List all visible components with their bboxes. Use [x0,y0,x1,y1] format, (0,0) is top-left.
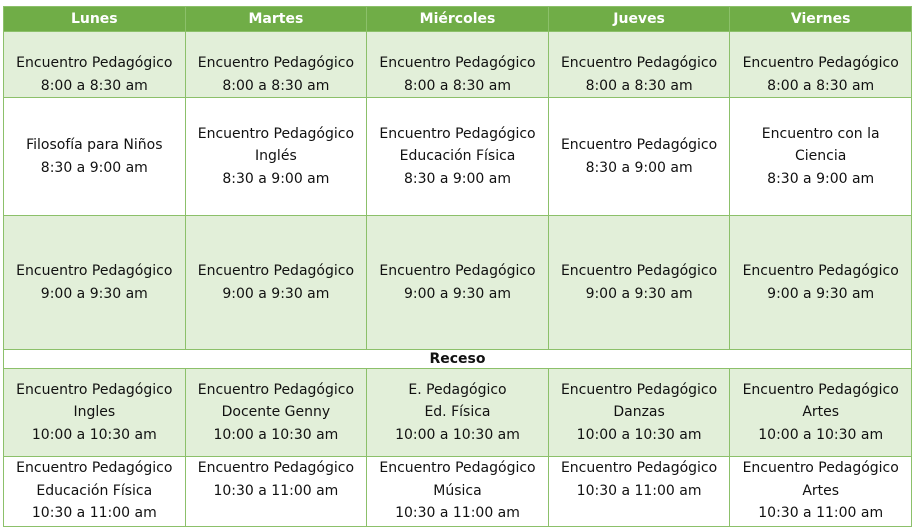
cell-line: Encuentro Pedagógico [379,55,536,71]
time-slot-row [4,98,912,216]
cell-line: Encuentro Pedagógico [560,460,718,476]
schedule-cell [367,216,549,350]
cell-line: 8:30 a 9:00 am [222,170,330,187]
schedule-cell [548,98,730,216]
weekly-schedule-table [3,6,912,527]
cell-line: 9:00 a 9:30 am [222,285,330,302]
cell-line: E. Pedagógico [408,381,507,398]
cell-line: Encuentro Pedagógico [197,55,355,71]
schedule-cell [730,457,912,527]
schedule-cell [4,216,186,350]
cell-line: 10:00 a 10:30 am [31,426,157,443]
time-slot-row [4,457,912,527]
cell-line: 8:30 a 9:00 am [403,170,511,187]
cell-line: Encuentro Pedagógico [197,125,355,142]
schedule-cell [4,369,186,457]
cell-line: Encuentro Pedagógico [560,55,718,71]
recess-row [4,350,912,369]
schedule-cell [730,98,912,216]
cell-line: 8:30 a 9:00 am [585,159,693,176]
schedule-cell [367,457,549,527]
schedule-cell [367,369,549,457]
cell-line: Encuentro Pedagógico [16,263,173,279]
schedule-cell [730,216,912,350]
cell-line: Encuentro con la [761,125,880,142]
schedule-cell [4,98,186,216]
schedule-cell [730,32,912,98]
cell-line: 8:30 a 9:00 am [40,159,148,176]
schedule-cell [548,32,730,98]
cell-line: 8:00 a 8:30 am [40,77,148,94]
schedule-cell [185,369,367,457]
schedule-cell [367,98,549,216]
schedule-cell [548,216,730,350]
cell-line: 8:00 a 8:30 am [403,77,511,94]
cell-line: Encuentro Pedagógico [197,263,355,279]
cell-line: 10:00 a 10:30 am [576,426,702,443]
cell-line: 9:00 a 9:30 am [767,285,875,302]
cell-line: 9:00 a 9:30 am [40,285,148,302]
cell-line: Encuentro Pedagógico [560,381,718,398]
schedule-cell [185,32,367,98]
time-slot-row [4,369,912,457]
day-header-jueves: Jueves [548,7,730,32]
day-header-miércoles: Miércoles [367,7,549,32]
schedule-cell [730,369,912,457]
cell-line: Encuentro Pedagógico [379,460,536,476]
cell-line: 9:00 a 9:30 am [585,285,693,302]
cell-line: 8:00 a 8:30 am [222,77,330,94]
time-slot-row [4,216,912,350]
cell-line: 10:30 a 11:00 am [758,505,884,521]
schedule-cell [548,369,730,457]
cell-line: Encuentro Pedagógico [197,460,355,476]
schedule-cell [185,98,367,216]
cell-line: Artes [802,482,840,499]
schedule-cell [185,457,367,527]
schedule-cell [185,216,367,350]
cell-line: 8:00 a 8:30 am [585,77,693,94]
cell-line: Encuentro Pedagógico [742,460,899,476]
cell-line: Educación Física [36,482,153,499]
cell-line: Ed. Física [424,404,491,421]
cell-line: 10:30 a 11:00 am [395,505,520,521]
cell-line: Ingles [73,404,116,421]
schedule-cell [4,32,186,98]
cell-line: 8:30 a 9:00 am [767,170,875,187]
cell-line: 10:00 a 10:30 am [213,426,339,443]
cell-line: 10:00 a 10:30 am [395,426,520,443]
schedule-cell [367,32,549,98]
cell-line: Música [433,482,482,499]
cell-line: Educación Física [399,148,516,165]
day-header-martes: Martes [185,7,367,32]
cell-line: 10:30 a 11:00 am [576,482,702,499]
schedule-body [4,32,912,527]
cell-line: 8:00 a 8:30 am [767,77,875,94]
cell-line: 10:30 a 11:00 am [213,482,339,499]
cell-line: Encuentro Pedagógico [560,137,718,153]
schedule-cell [548,457,730,527]
cell-line: Encuentro Pedagógico [379,263,536,279]
cell-line: 9:00 a 9:30 am [403,285,511,302]
day-header-viernes: Viernes [730,7,912,32]
recess-label: Receso [4,350,912,369]
cell-line: Filosofía para Niños [26,137,163,153]
cell-line: Artes [802,404,840,421]
cell-line: Encuentro Pedagógico [16,381,173,398]
cell-line: Ciencia [795,148,847,165]
cell-line: Encuentro Pedagógico [197,381,355,398]
time-slot-row [4,32,912,98]
day-header-lunes: Lunes [4,7,186,32]
cell-line: Encuentro Pedagógico [16,460,173,476]
header-row [4,7,912,32]
cell-line: Encuentro Pedagógico [742,381,899,398]
cell-line: Danzas [613,404,665,421]
cell-line: 10:30 a 11:00 am [31,505,157,521]
cell-line: Docente Genny [221,404,331,421]
cell-line: Encuentro Pedagógico [742,263,899,279]
cell-line: Inglés [255,148,297,165]
cell-line: Encuentro Pedagógico [16,55,173,71]
cell-line: 10:00 a 10:30 am [758,426,884,443]
schedule-cell [4,457,186,527]
cell-line: Encuentro Pedagógico [560,263,718,279]
cell-line: Encuentro Pedagógico [379,125,536,142]
cell-line: Encuentro Pedagógico [742,55,899,71]
